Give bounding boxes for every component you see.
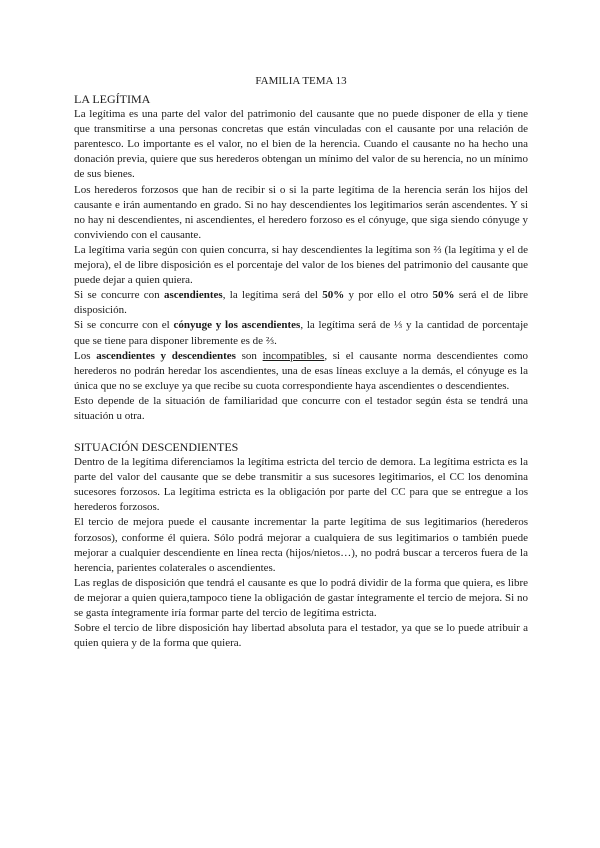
document-title: FAMILIA TEMA 13 [255, 75, 347, 87]
body-paragraph [74, 394, 528, 424]
text-run: Sobre el tercio de libre disposición hay libertad absoluta para el testador, ya que se lo puede atribuir a quien quiera y de la forma que quiera. [74, 622, 528, 650]
bold-text: ascendientes y descendientes [96, 349, 236, 362]
bold-text: 50% [322, 289, 345, 302]
text-run: El tercio de mejora puede el causante incrementar la parte legítima de sus legitimarios (herederos forzosos), conforme él quiera. Sólo podrá mejorar a cualquiera de sus legitimarios o también puede mejorar a cualquier descendiente en línea recta (hijos/nietos…), no podrá buscar a terceros fuera de la herencia, parientes colaterales o ascendientes. [74, 516, 528, 574]
text-run: , la legítima será de ⅓ y la cantidad de porcentaje que se tiene para disponer libremente es de ⅔. [74, 319, 529, 347]
body-paragraph [74, 349, 528, 394]
bold-text: cónyuge y los ascendientes [173, 319, 301, 332]
body-paragraph [74, 107, 528, 182]
text-run: son [235, 349, 263, 362]
text-run: Los [74, 349, 97, 362]
text-run: , la legítima será del [222, 289, 323, 302]
body-paragraph [74, 243, 528, 288]
text-run: , si el causante norma descendientes como herederos no podrán heredar los ascendientes, una de esas líneas excluye a la demás, el cónyuge es la única que no se excluye ya que recibe su cuota correspondiente haya ascendientes o descendientes. [74, 349, 528, 392]
body-paragraph [74, 621, 528, 651]
text-run: Las reglas de disposición que tendrá el causante es que lo podrá dividir de la forma que quiera, es libre de mejorar a quien quiera,tampoco tiene la obligación de gastar íntegramente el tercio de mejora. Si no se gasta íntegramente iría formar parte del tercio de legítima estricta. [74, 576, 528, 619]
body-paragraph [74, 288, 528, 318]
text-run: La legítima varia según con quien concurra, si hay descendientes la legítima son ⅔ (la legítima y el de mejora), el de libre disposición es el porcentaje del valor de los bienes del patrimonio del causante que puede dejar a quien quiera. [74, 243, 528, 287]
text-run: Dentro de la legítima diferenciamos la legítima estricta del tercio de demora. La legítima estricta es la parte del valor del causante que se debe transmitir a sus sucesores legitimarios, el CC los denomina sucesores forzosos. La legítima estricta es la obligación por parte del CC para que se entregue a los herederos forzosos. [74, 456, 528, 514]
bold-text: 50% [432, 289, 455, 302]
body-paragraph [74, 318, 528, 348]
underlined-text: incompatibles [262, 349, 325, 362]
section-heading: LA LEGÍTIMA [74, 92, 151, 107]
body-paragraph [74, 576, 528, 621]
body-paragraph [74, 515, 528, 575]
body-paragraph [74, 183, 528, 243]
text-run: será el de libre disposición. [74, 289, 528, 317]
text-run: Si se concurre con [74, 289, 165, 302]
document-body [74, 91, 528, 651]
document-page [74, 74, 528, 651]
text-run: y por ello el otro [344, 289, 433, 302]
text-run: Esto depende de la situación de familiaridad que concurre con el testador según ésta se tendrá una situación u otra. [74, 394, 528, 422]
text-run: Los herederos forzosos que han de recibir si o si la parte legítima de la herencia serán los hijos del causante e irán aumentando en grado. Si no hay descendientes los legitimarios serán ascendentes. Y si no hay ni descendientes, ni ascendientes, el heredero forzoso es el cónyuge, que siga siendo cónyuge y conviviendo con el causante. [74, 183, 528, 241]
text-run: Si se concurre con el [74, 319, 174, 332]
body-paragraph [74, 455, 528, 515]
bold-text: ascendientes [164, 289, 223, 302]
section-heading: SITUACIÓN DESCENDIENTES [74, 440, 239, 455]
text-run: La legítima es una parte del valor del patrimonio del causante que no puede disponer de ella y tiene que transmitirse a una personas concretas que están vinculadas con el causante por una relación de parentesco. Lo importante es el valor, no el bien de la herencia. Cuando el causante no ha hecho una donación previa, quiere que sus herederos obtengan un mínimo del valor de su herencia, no un mínimo de sus bienes. [74, 108, 528, 181]
